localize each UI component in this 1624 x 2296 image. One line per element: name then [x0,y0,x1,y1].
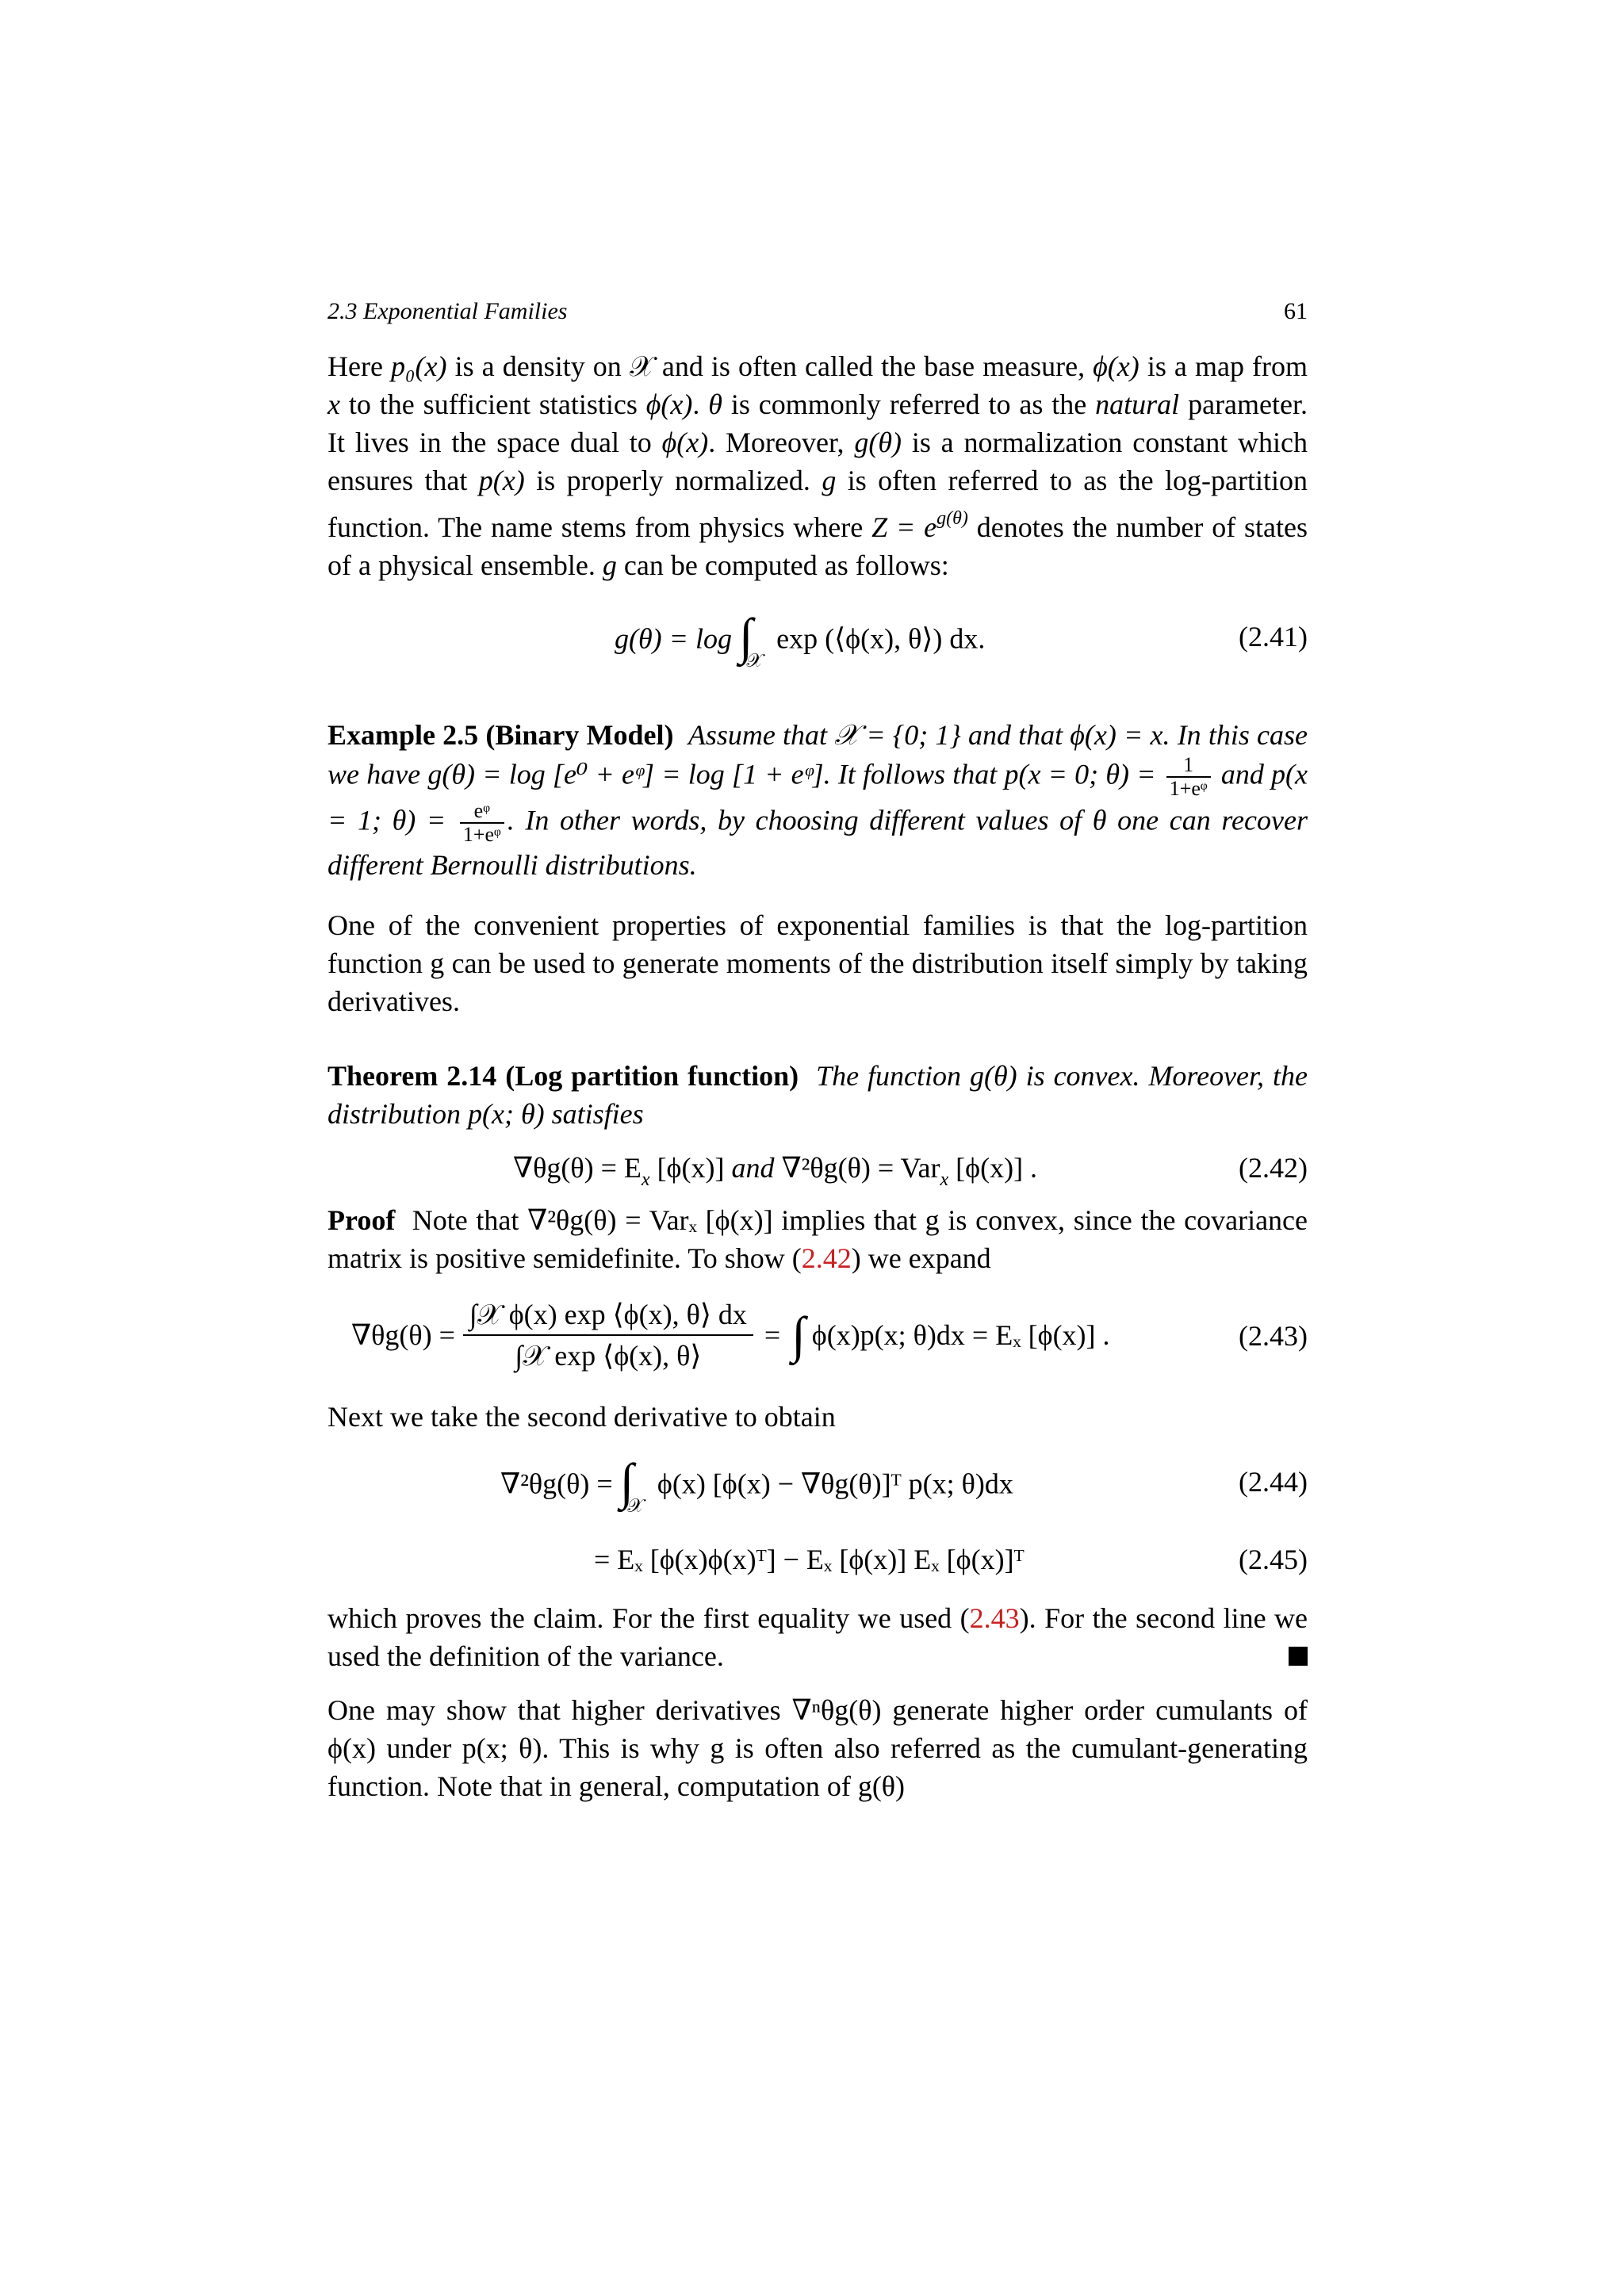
equation-number: (2.45) [1239,1544,1308,1575]
theorem-2-14: Theorem 2.14 (Log partition function) The function g(θ) is convex. Moreover, the distribution p(x; θ) satisfies [327,1060,1308,1130]
page-number: 61 [1284,298,1308,324]
equation-2-44: $\nabla^2\theta g(\theta) = \int_𝒳$ ϕ(x) [ϕ(x) − ∇θg(θ)]ᵀ p(x; θ)dx (2.44) [500,1453,1308,1517]
page [327,293,1308,1805]
paragraph-cumulants: One may show that higher derivatives ∇ⁿθg(θ) generate higher order cumulants of ϕ(x) under p(x; θ). This is why g is often also referred as the cumulant-generating function. Note that in general, computation of g(θ) [327,1694,1308,1802]
equation-number: (2.42) [1239,1152,1308,1184]
proof: Proof Note that ∇²θg(θ) = Varₓ [ϕ(x)] implies that g is convex, since the covariance matrix is positive semidefinite. To show (2.42) we expand [327,1204,1308,1274]
qed-square-icon [1289,1647,1308,1666]
paragraph-second-derivative: Next we take the second derivative to obtain [327,1401,836,1433]
equation-number: (2.43) [1239,1320,1308,1352]
equation-number: (2.44) [1239,1466,1308,1498]
paragraph-claim: which proves the claim. For the first equality we used (2.43). For the second line we used the definition of the variance. [327,1602,1308,1672]
paragraph-claim-block [327,1599,1308,1675]
equation-2-42: $\nabla\theta g(\theta) = E_x$ [ϕ(x)] and ∇²θg(θ) = Var$_x$ [ϕ(x)] . (2.42) [327,1139,1308,1195]
running-head [327,293,1308,341]
equation-2-43: ∇θg(θ) = ∫𝒳 ϕ(x) exp ⟨ϕ(x), θ⟩ dx ∫𝒳 exp ⟨ϕ(x), θ⟩ = ∫ ϕ(x)p(x; θ)dx = Eₓ [ϕ(x)] . (2.43) [327,1284,1308,1387]
equation-number: (2.41) [1239,621,1308,652]
equation-2-41: $g(\theta) = \log \int_𝒳$ exp (⟨ϕ(x), θ⟩) dx. (2.41) [615,608,1308,672]
equation-ref-2-42[interactable]: 2.42 [801,1242,852,1274]
paragraph-intro: Here p₀(x) is a density on 𝒳 and is often called the base measure, ϕ(x) is a map from x to the sufficient statistics ϕ(x). θ is commonly referred to as the natural parameter. It lives in the space dual to ϕ(x). Moreover, g(θ) is a normalization constant which ensures that p(x) is properly normalized. g is often referred to as the log-partition function. The name stems from physics where $Z = e^{g(\theta)}$ denotes the number of states of a physical ensemble. g can be computed as follows: [327,350,1308,581]
equation-2-45: = Eₓ [ϕ(x)ϕ(x)ᵀ] − Eₓ [ϕ(x)] Eₓ [ϕ(x)]ᵀ (2.45) [327,1529,1308,1585]
equation-ref-2-43[interactable]: 2.43 [969,1602,1020,1634]
example-2-5: Example 2.5 (Binary Model) Assume that 𝒳 = {0; 1} and that ϕ(x) = x. In this case we have g(θ) = log [e⁰ + eᵠ] = log [1 + eᵠ]. It follows that p(x = 0; θ) = $\frac{1}{\text{1+eᵠ}}$ and p(x = 1; θ) = $\frac{\text{eᵠ}}{\text{1+eᵠ}}$ . In other words, by choosing different values of θ one can recover different Bernoulli distributions. [327,719,1308,881]
paragraph-moments: One of the convenient properties of exponential families is that the log-partition function g can be used to generate moments of the distribution itself simply by taking derivatives. [327,909,1308,1017]
section-title: 2.3 Exponential Families [327,298,568,324]
